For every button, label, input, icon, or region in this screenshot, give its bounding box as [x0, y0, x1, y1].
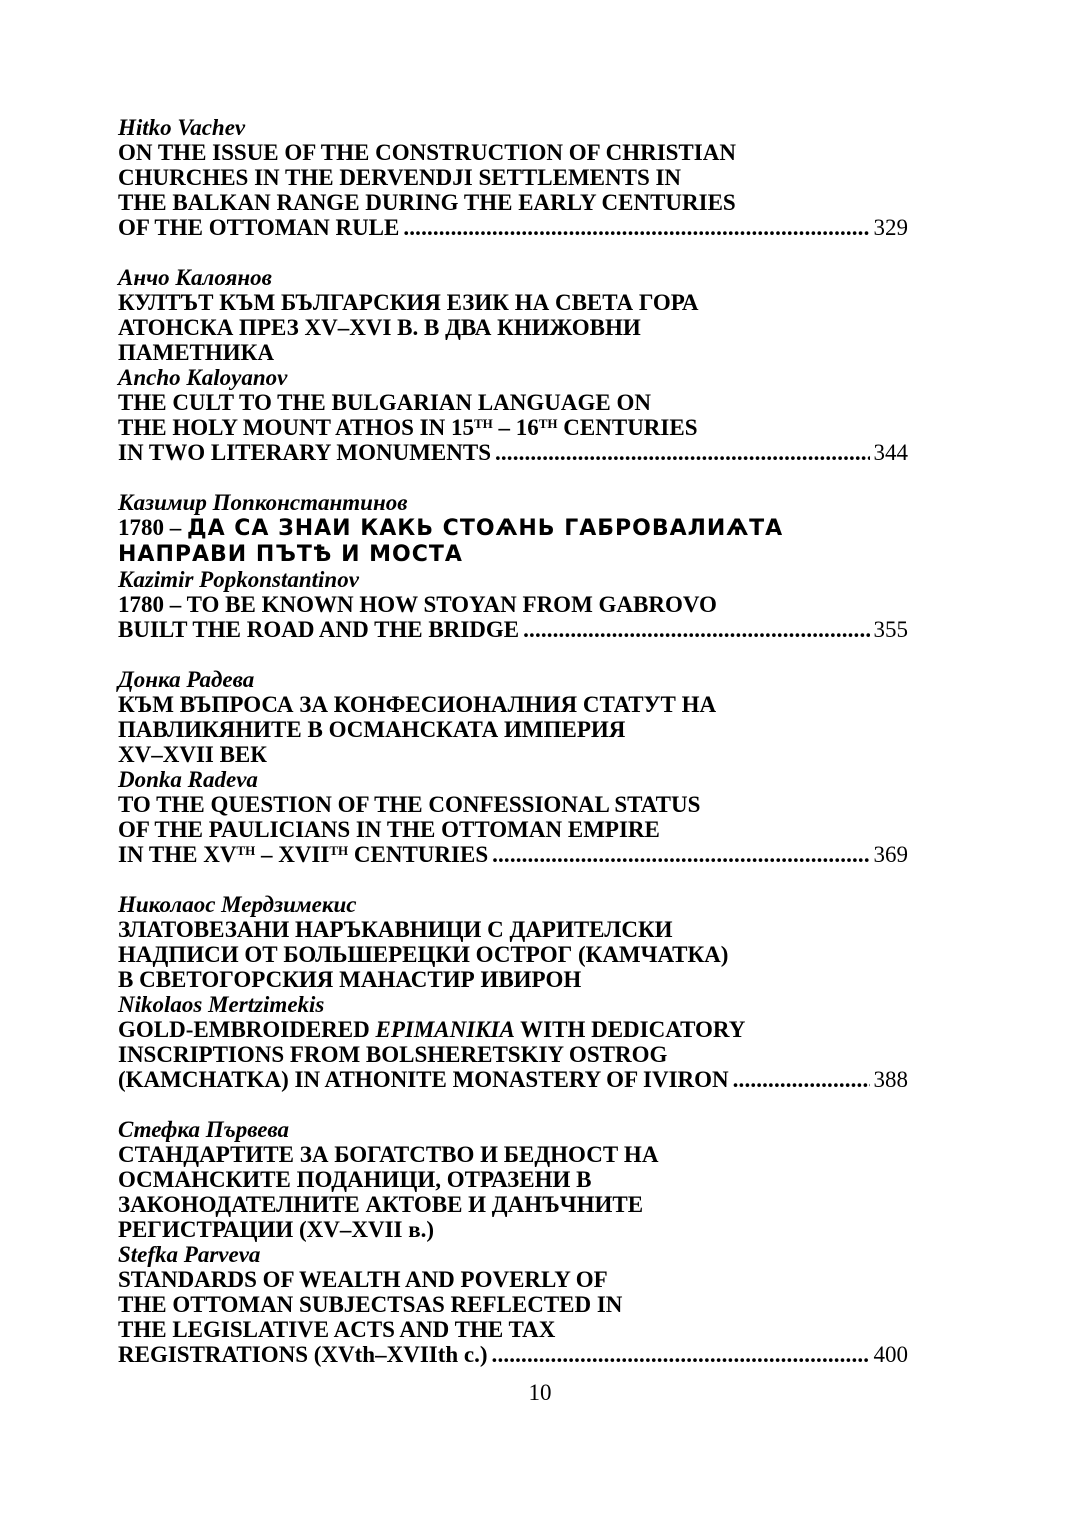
title-line: STANDARDS OF WEALTH AND POVERLY OF [118, 1267, 608, 1292]
title-line: INSCRIPTIONS FROM BOLSHERETSKIY OSTROG [118, 1042, 668, 1067]
title-text-italic: EPIMANIKIA [375, 1017, 515, 1042]
title-line: ПАМЕТНИКА [118, 340, 274, 365]
title-text: GOLD-EMBROIDERED [118, 1017, 376, 1042]
page-number: 10 [528, 1380, 552, 1405]
title-line: ОСМАНСКИТЕ ПОДАНИЦИ, ОТРАЗЕНИ В [118, 1167, 592, 1192]
old-slavonic-text: НАПРАВИ ПЪТѢ И МОСТА [118, 542, 463, 567]
title-line: В СВЕТОГОРСКИЯ МАНАСТИР ИВИРОН [118, 967, 582, 992]
title-text: CENTURIES [348, 842, 489, 867]
toc-entry [118, 490, 908, 642]
title-line: XV–XVII ВЕК [118, 742, 267, 767]
title-line [118, 415, 908, 440]
dot-leader [488, 842, 869, 867]
page-ref: 329 [873, 215, 908, 240]
author-name-translit: Stefka Parveva [118, 1242, 261, 1267]
title-line: OF THE PAULICIANS IN THE OTTOMAN EMPIRE [118, 817, 660, 842]
author-name-translit: Nikolaos Mertzimekis [118, 992, 325, 1017]
toc-entry [118, 1117, 908, 1367]
title-line: CHURCHES IN THE DERVENDJI SETTLEMENTS IN [118, 165, 682, 190]
title-line: THE LEGISLATIVE ACTS AND THE TAX [118, 1317, 556, 1342]
page-ref: 355 [873, 617, 908, 642]
author-name-translit: Ancho Kaloyanov [118, 365, 288, 390]
dot-leader [491, 440, 870, 465]
dot-leader [519, 617, 869, 642]
title-line: КЪМ ВЪПРОСА ЗА КОНФЕСИОНАЛНИЯ СТАТУТ НА [118, 692, 717, 717]
title-line [118, 842, 488, 867]
author-name: Стефка Първева [118, 1117, 290, 1142]
title-line: OF THE OTTOMAN RULE [118, 215, 400, 240]
author-name: Николаос Мердзимекис [118, 892, 357, 917]
title-line: (KAMCHATKA) IN ATHONITE MONASTERY OF IVIRON [118, 1067, 729, 1092]
superscript: TH [329, 843, 349, 858]
title-line: TO THE QUESTION OF THE CONFESSIONAL STATUS [118, 792, 701, 817]
title-line: THE CULT TO THE BULGARIAN LANGUAGE ON [118, 390, 651, 415]
title-last-line [118, 215, 908, 240]
title-line: IN TWO LITERARY MONUMENTS [118, 440, 491, 465]
title-line [118, 541, 908, 567]
table-of-contents [118, 115, 908, 1392]
page-ref: 388 [873, 1067, 908, 1092]
title-last-line [118, 440, 908, 465]
title-line: АТОНСКА ПРЕЗ XV–XVI В. В ДВА КНИЖОВНИ [118, 315, 641, 340]
title-line [118, 515, 908, 541]
title-line: НАДПИСИ ОТ БОЛЬШЕРЕЦКИ ОСТРОГ (КАМЧАТКА) [118, 942, 729, 967]
title-line: КУЛТЪТ КЪМ БЪЛГАРСКИЯ ЕЗИК НА СВЕТА ГОРА [118, 290, 699, 315]
title-text: WITH DEDICATORY [514, 1017, 746, 1042]
title-last-line [118, 1342, 908, 1367]
author-name: Казимир Попконстантинов [118, 490, 408, 515]
title-text: CENTURIES [557, 415, 698, 440]
toc-entry [118, 265, 908, 465]
title-line: СТАНДАРТИТЕ ЗА БОГАТСТВО И БЕДНОСТ НА [118, 1142, 659, 1167]
title-line: BUILT THE ROAD AND THE BRIDGE [118, 617, 520, 642]
toc-entry [118, 115, 908, 240]
author-name: Анчо Калоянов [118, 265, 272, 290]
toc-entry [118, 892, 908, 1092]
title-last-line [118, 617, 908, 642]
title-line: THE BALKAN RANGE DURING THE EARLY CENTURIES [118, 190, 736, 215]
dot-leader [399, 215, 869, 240]
author-name-translit: Kazimir Popkonstantinov [118, 567, 359, 592]
old-slavonic-text: ДА СА ЗНАИ КАКЬ СТОѦНЬ ГАБРОВАЛИѦТА [187, 516, 784, 541]
title-line: ЗЛАТОВЕЗАНИ НАРЪКАВНИЦИ С ДАРИТЕЛСКИ [118, 917, 673, 942]
page-ref: 344 [873, 440, 908, 465]
superscript: TH [236, 843, 256, 858]
superscript: TH [473, 416, 493, 431]
dot-leader [729, 1067, 870, 1092]
title-text: – XVII [255, 842, 330, 867]
title-line: 1780 – TO BE KNOWN HOW STOYAN FROM GABROVO [118, 592, 717, 617]
title-line [118, 1017, 908, 1042]
toc-entry [118, 667, 908, 867]
author-name: Hitko Vachev [118, 115, 246, 140]
superscript: TH [538, 416, 558, 431]
title-last-line [118, 842, 908, 867]
title-line: ЗАКОНОДАТЕЛНИТЕ АКТОВЕ И ДАНЪЧНИТЕ [118, 1192, 644, 1217]
title-last-line [118, 1067, 908, 1092]
title-text: THE HOLY MOUNT ATHOS IN 15 [118, 415, 474, 440]
title-text: 1780 – [118, 515, 187, 540]
title-line: REGISTRATIONS (XVth–XVIIth c.) [118, 1342, 488, 1367]
title-line: РЕГИСТРАЦИИ (XV–XVII в.) [118, 1217, 435, 1242]
title-line: ПАВЛИКЯНИТЕ В ОСМАНСКАТА ИМПЕРИЯ [118, 717, 626, 742]
page-ref: 369 [873, 842, 908, 867]
title-line: ON THE ISSUE OF THE CONSTRUCTION OF CHRISTIAN [118, 140, 736, 165]
author-name: Донка Радева [118, 667, 255, 692]
page-ref: 400 [873, 1342, 908, 1367]
author-name-translit: Donka Radeva [118, 767, 258, 792]
title-text: IN THE XV [118, 842, 237, 867]
title-text: – 16 [492, 415, 539, 440]
dot-leader [488, 1342, 870, 1367]
title-line: THE OTTOMAN SUBJECTSAS REFLECTED IN [118, 1292, 623, 1317]
